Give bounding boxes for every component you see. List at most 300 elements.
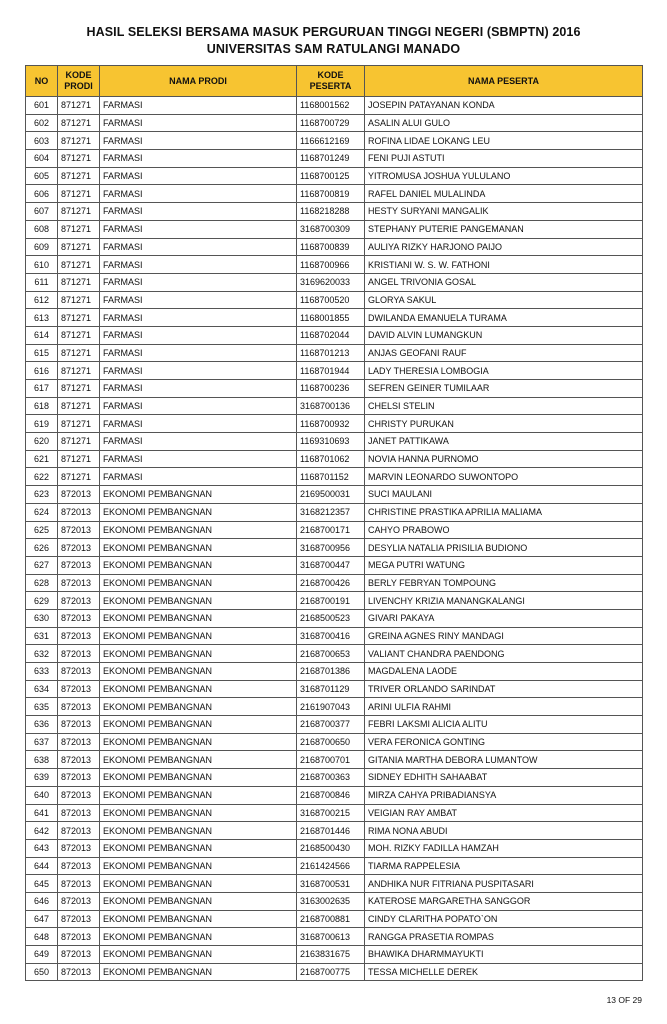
table-row (26, 963, 643, 981)
cell-kode-peserta: 1166612169 (297, 132, 365, 150)
table-row (26, 256, 643, 274)
cell-nama-peserta: MAGDALENA LAODE (365, 663, 643, 681)
cell-kode-prodi: 871271 (58, 203, 100, 221)
table-row (26, 132, 643, 150)
table-row (26, 397, 643, 415)
cell-nama-peserta: DWILANDA EMANUELA TURAMA (365, 309, 643, 327)
cell-nama-peserta: SUCI MAULANI (365, 486, 643, 504)
cell-kode-prodi: 871271 (58, 380, 100, 398)
cell-nama-prodi: EKONOMI PEMBANGNAN (100, 574, 297, 592)
cell-nama-prodi: FARMASI (100, 150, 297, 168)
cell-nama-peserta: NOVIA HANNA PURNOMO (365, 450, 643, 468)
cell-nama-prodi: EKONOMI PEMBANGNAN (100, 592, 297, 610)
cell-no: 625 (26, 521, 58, 539)
table-row (26, 609, 643, 627)
cell-nama-peserta: ASALIN ALUI GULO (365, 114, 643, 132)
cell-no: 611 (26, 273, 58, 291)
cell-nama-prodi: FARMASI (100, 185, 297, 203)
cell-nama-prodi: EKONOMI PEMBANGNAN (100, 486, 297, 504)
cell-nama-prodi: FARMASI (100, 114, 297, 132)
cell-no: 630 (26, 609, 58, 627)
cell-nama-prodi: FARMASI (100, 132, 297, 150)
cell-nama-prodi: FARMASI (100, 362, 297, 380)
cell-no: 647 (26, 910, 58, 928)
cell-no: 614 (26, 326, 58, 344)
cell-nama-peserta: HESTY SURYANI MANGALIK (365, 203, 643, 221)
cell-kode-peserta: 3168700613 (297, 928, 365, 946)
cell-kode-peserta: 1168701944 (297, 362, 365, 380)
table-row (26, 291, 643, 309)
cell-no: 629 (26, 592, 58, 610)
table-row (26, 539, 643, 557)
cell-no: 641 (26, 804, 58, 822)
cell-kode-peserta: 2168700775 (297, 963, 365, 981)
cell-no: 640 (26, 786, 58, 804)
cell-nama-prodi: EKONOMI PEMBANGNAN (100, 733, 297, 751)
cell-nama-peserta: STEPHANY PUTERIE PANGEMANAN (365, 220, 643, 238)
cell-no: 608 (26, 220, 58, 238)
cell-nama-peserta: ANGEL TRIVONIA GOSAL (365, 273, 643, 291)
cell-kode-peserta: 3168212357 (297, 503, 365, 521)
cell-nama-peserta: VERA FERONICA GONTING (365, 733, 643, 751)
cell-nama-peserta: JOSEPIN PATAYANAN KONDA (365, 97, 643, 115)
cell-kode-prodi: 871271 (58, 150, 100, 168)
table-row (26, 185, 643, 203)
column-header-nama-peserta: NAMA PESERTA (365, 66, 643, 97)
cell-nama-peserta: LIVENCHY KRIZIA MANANGKALANGI (365, 592, 643, 610)
cell-kode-peserta: 3168700416 (297, 627, 365, 645)
cell-nama-prodi: EKONOMI PEMBANGNAN (100, 946, 297, 964)
cell-kode-peserta: 2161424566 (297, 857, 365, 875)
cell-kode-peserta: 1168701152 (297, 468, 365, 486)
cell-no: 648 (26, 928, 58, 946)
cell-nama-prodi: EKONOMI PEMBANGNAN (100, 928, 297, 946)
cell-kode-peserta: 1168700966 (297, 256, 365, 274)
cell-kode-peserta: 3168700447 (297, 556, 365, 574)
cell-kode-peserta: 3168700956 (297, 539, 365, 557)
cell-no: 604 (26, 150, 58, 168)
cell-nama-prodi: FARMASI (100, 450, 297, 468)
cell-nama-prodi: EKONOMI PEMBANGNAN (100, 680, 297, 698)
table-row (26, 716, 643, 734)
cell-nama-peserta: DAVID ALVIN LUMANGKUN (365, 326, 643, 344)
cell-nama-peserta: VEIGIAN RAY AMBAT (365, 804, 643, 822)
cell-kode-prodi: 871271 (58, 450, 100, 468)
cell-nama-peserta: FENI PUJI ASTUTI (365, 150, 643, 168)
cell-no: 602 (26, 114, 58, 132)
cell-nama-prodi: FARMASI (100, 326, 297, 344)
table-row (26, 380, 643, 398)
cell-nama-peserta: DESYLIA NATALIA PRISILIA BUDIONO (365, 539, 643, 557)
cell-kode-prodi: 871271 (58, 433, 100, 451)
table-row (26, 450, 643, 468)
cell-nama-peserta: KRISTIANI W. S. W. FATHONI (365, 256, 643, 274)
table-row (26, 769, 643, 787)
cell-kode-peserta: 2168500430 (297, 839, 365, 857)
cell-kode-peserta: 1168700839 (297, 238, 365, 256)
cell-nama-peserta: BHAWIKA DHARMMAYUKTI (365, 946, 643, 964)
cell-kode-peserta: 1168700819 (297, 185, 365, 203)
cell-kode-peserta: 3168700215 (297, 804, 365, 822)
cell-nama-prodi: FARMASI (100, 291, 297, 309)
cell-nama-peserta: CINDY CLARITHA POPATO`ON (365, 910, 643, 928)
cell-nama-prodi: FARMASI (100, 256, 297, 274)
cell-no: 642 (26, 822, 58, 840)
results-table (25, 65, 643, 981)
cell-nama-prodi: EKONOMI PEMBANGNAN (100, 609, 297, 627)
cell-kode-prodi: 872013 (58, 716, 100, 734)
cell-nama-prodi: FARMASI (100, 344, 297, 362)
cell-kode-prodi: 872013 (58, 751, 100, 769)
cell-nama-prodi: EKONOMI PEMBANGNAN (100, 804, 297, 822)
cell-kode-peserta: 1168218288 (297, 203, 365, 221)
table-row (26, 645, 643, 663)
cell-nama-peserta: GIVARI PAKAYA (365, 609, 643, 627)
cell-nama-peserta: AULIYA RIZKY HARJONO PAIJO (365, 238, 643, 256)
column-header-no: NO (26, 66, 58, 97)
cell-kode-peserta: 2168700701 (297, 751, 365, 769)
table-row (26, 344, 643, 362)
cell-kode-prodi: 871271 (58, 273, 100, 291)
cell-nama-prodi: EKONOMI PEMBANGNAN (100, 910, 297, 928)
cell-kode-peserta: 2169500031 (297, 486, 365, 504)
cell-kode-peserta: 1168700125 (297, 167, 365, 185)
cell-kode-peserta: 2168700363 (297, 769, 365, 787)
cell-nama-peserta: YITROMUSA JOSHUA YULULANO (365, 167, 643, 185)
table-row (26, 556, 643, 574)
cell-no: 643 (26, 839, 58, 857)
cell-nama-peserta: ANJAS GEOFANI RAUF (365, 344, 643, 362)
cell-nama-peserta: CAHYO PRABOWO (365, 521, 643, 539)
cell-kode-peserta: 2168700171 (297, 521, 365, 539)
cell-kode-prodi: 872013 (58, 486, 100, 504)
cell-no: 649 (26, 946, 58, 964)
cell-nama-peserta: CHELSI STELIN (365, 397, 643, 415)
cell-kode-prodi: 871271 (58, 415, 100, 433)
page-title: HASIL SELEKSI BERSAMA MASUK PERGURUAN TINGGI NEGERI (SBMPTN) 2016 (86, 25, 581, 39)
cell-kode-peserta: 2168700881 (297, 910, 365, 928)
cell-nama-peserta: FEBRI LAKSMI ALICIA ALITU (365, 716, 643, 734)
table-row (26, 468, 643, 486)
cell-nama-prodi: EKONOMI PEMBANGNAN (100, 963, 297, 981)
cell-no: 628 (26, 574, 58, 592)
cell-kode-peserta: 2168700653 (297, 645, 365, 663)
cell-nama-peserta: JANET PATTIKAWA (365, 433, 643, 451)
column-header-kode-prodi: KODE PRODI (58, 66, 100, 97)
cell-nama-peserta: MEGA PUTRI WATUNG (365, 556, 643, 574)
cell-kode-prodi: 871271 (58, 397, 100, 415)
table-row (26, 875, 643, 893)
cell-kode-peserta: 3169620033 (297, 273, 365, 291)
cell-kode-prodi: 872013 (58, 963, 100, 981)
cell-no: 605 (26, 167, 58, 185)
cell-kode-prodi: 872013 (58, 539, 100, 557)
cell-nama-peserta: RIMA NONA ABUDI (365, 822, 643, 840)
cell-no: 607 (26, 203, 58, 221)
cell-kode-peserta: 2168700377 (297, 716, 365, 734)
cell-no: 615 (26, 344, 58, 362)
cell-no: 610 (26, 256, 58, 274)
cell-nama-peserta: ARINI ULFIA RAHMI (365, 698, 643, 716)
cell-kode-peserta: 2168700650 (297, 733, 365, 751)
cell-nama-peserta: SEFREN GEINER TUMILAAR (365, 380, 643, 398)
column-header-nama-prodi: NAMA PRODI (100, 66, 297, 97)
cell-nama-prodi: EKONOMI PEMBANGNAN (100, 769, 297, 787)
cell-nama-peserta: CHRISTY PURUKAN (365, 415, 643, 433)
cell-kode-prodi: 872013 (58, 769, 100, 787)
table-row (26, 97, 643, 115)
cell-no: 633 (26, 663, 58, 681)
cell-kode-prodi: 872013 (58, 822, 100, 840)
cell-no: 632 (26, 645, 58, 663)
cell-nama-prodi: EKONOMI PEMBANGNAN (100, 751, 297, 769)
cell-nama-peserta: LADY THERESIA LOMBOGIA (365, 362, 643, 380)
table-row (26, 928, 643, 946)
cell-no: 636 (26, 716, 58, 734)
cell-kode-prodi: 871271 (58, 114, 100, 132)
cell-no: 617 (26, 380, 58, 398)
cell-nama-prodi: FARMASI (100, 220, 297, 238)
table-row (26, 663, 643, 681)
cell-no: 626 (26, 539, 58, 557)
cell-kode-peserta: 1168701062 (297, 450, 365, 468)
cell-nama-prodi: FARMASI (100, 97, 297, 115)
column-header-kode-peserta: KODE PESERTA (297, 66, 365, 97)
cell-kode-peserta: 3168700531 (297, 875, 365, 893)
cell-kode-prodi: 872013 (58, 574, 100, 592)
cell-no: 621 (26, 450, 58, 468)
cell-nama-peserta: SIDNEY EDHITH SAHAABAT (365, 769, 643, 787)
cell-no: 606 (26, 185, 58, 203)
table-row (26, 326, 643, 344)
cell-nama-prodi: FARMASI (100, 167, 297, 185)
page-number: 13 OF 29 (606, 995, 642, 1005)
cell-no: 646 (26, 892, 58, 910)
cell-nama-peserta: TRIVER ORLANDO SARINDAT (365, 680, 643, 698)
table-row (26, 822, 643, 840)
cell-kode-prodi: 872013 (58, 521, 100, 539)
table-row (26, 892, 643, 910)
cell-nama-prodi: EKONOMI PEMBANGNAN (100, 892, 297, 910)
table-row (26, 220, 643, 238)
table-row (26, 786, 643, 804)
cell-no: 645 (26, 875, 58, 893)
table-row (26, 203, 643, 221)
table-row (26, 486, 643, 504)
cell-kode-peserta: 2168701446 (297, 822, 365, 840)
cell-nama-peserta: VALIANT CHANDRA PAENDONG (365, 645, 643, 663)
table-row (26, 114, 643, 132)
cell-kode-prodi: 871271 (58, 256, 100, 274)
cell-nama-prodi: EKONOMI PEMBANGNAN (100, 698, 297, 716)
cell-kode-peserta: 1168001855 (297, 309, 365, 327)
cell-nama-prodi: EKONOMI PEMBANGNAN (100, 822, 297, 840)
cell-kode-prodi: 871271 (58, 309, 100, 327)
cell-no: 620 (26, 433, 58, 451)
cell-kode-prodi: 871271 (58, 468, 100, 486)
cell-kode-prodi: 871271 (58, 132, 100, 150)
table-row (26, 309, 643, 327)
table-row (26, 415, 643, 433)
table-row (26, 433, 643, 451)
cell-kode-prodi: 872013 (58, 875, 100, 893)
cell-kode-peserta: 3168700309 (297, 220, 365, 238)
table-row (26, 627, 643, 645)
cell-kode-prodi: 871271 (58, 326, 100, 344)
cell-no: 612 (26, 291, 58, 309)
table-row (26, 592, 643, 610)
cell-kode-peserta: 2168701386 (297, 663, 365, 681)
cell-no: 639 (26, 769, 58, 787)
cell-nama-prodi: FARMASI (100, 397, 297, 415)
cell-kode-peserta: 2168700191 (297, 592, 365, 610)
cell-kode-prodi: 872013 (58, 910, 100, 928)
cell-no: 601 (26, 97, 58, 115)
cell-no: 616 (26, 362, 58, 380)
table-row (26, 946, 643, 964)
cell-kode-prodi: 872013 (58, 609, 100, 627)
cell-kode-peserta: 1168700236 (297, 380, 365, 398)
cell-nama-peserta: KATEROSE MARGARETHA SANGGOR (365, 892, 643, 910)
table-row (26, 574, 643, 592)
table-row (26, 733, 643, 751)
cell-kode-peserta: 1168700729 (297, 114, 365, 132)
cell-kode-prodi: 872013 (58, 592, 100, 610)
cell-nama-peserta: MOH. RIZKY FADILLA HAMZAH (365, 839, 643, 857)
cell-kode-peserta: 1169310693 (297, 433, 365, 451)
cell-nama-prodi: EKONOMI PEMBANGNAN (100, 556, 297, 574)
cell-kode-peserta: 2168500523 (297, 609, 365, 627)
table-row (26, 839, 643, 857)
cell-no: 627 (26, 556, 58, 574)
cell-no: 618 (26, 397, 58, 415)
cell-no: 631 (26, 627, 58, 645)
cell-nama-prodi: FARMASI (100, 380, 297, 398)
cell-no: 624 (26, 503, 58, 521)
cell-kode-peserta: 3168700136 (297, 397, 365, 415)
cell-kode-peserta: 2163831675 (297, 946, 365, 964)
cell-nama-peserta: GLORYA SAKUL (365, 291, 643, 309)
cell-nama-peserta: MIRZA CAHYA PRIBADIANSYA (365, 786, 643, 804)
cell-kode-prodi: 871271 (58, 167, 100, 185)
cell-kode-prodi: 872013 (58, 698, 100, 716)
cell-kode-peserta: 1168701249 (297, 150, 365, 168)
table-row (26, 238, 643, 256)
cell-no: 638 (26, 751, 58, 769)
cell-kode-prodi: 872013 (58, 839, 100, 857)
cell-kode-peserta: 1168700932 (297, 415, 365, 433)
cell-nama-prodi: EKONOMI PEMBANGNAN (100, 663, 297, 681)
cell-kode-prodi: 872013 (58, 627, 100, 645)
cell-kode-prodi: 871271 (58, 185, 100, 203)
cell-no: 603 (26, 132, 58, 150)
cell-nama-peserta: GITANIA MARTHA DEBORA LUMANTOW (365, 751, 643, 769)
table-row (26, 751, 643, 769)
page-subtitle: UNIVERSITAS SAM RATULANGI MANADO (206, 42, 461, 56)
cell-kode-prodi: 872013 (58, 733, 100, 751)
cell-nama-peserta: RANGGA PRASETIA ROMPAS (365, 928, 643, 946)
cell-nama-prodi: FARMASI (100, 309, 297, 327)
cell-nama-peserta: ANDHIKA NUR FITRIANA PUSPITASARI (365, 875, 643, 893)
cell-kode-prodi: 871271 (58, 220, 100, 238)
cell-kode-prodi: 871271 (58, 97, 100, 115)
cell-kode-peserta: 3168701129 (297, 680, 365, 698)
cell-kode-peserta: 2168700846 (297, 786, 365, 804)
cell-kode-prodi: 872013 (58, 804, 100, 822)
cell-kode-peserta: 2168700426 (297, 574, 365, 592)
cell-nama-prodi: FARMASI (100, 273, 297, 291)
cell-nama-peserta: GREINA AGNES RINY MANDAGI (365, 627, 643, 645)
cell-nama-prodi: EKONOMI PEMBANGNAN (100, 521, 297, 539)
table-header-row (26, 66, 643, 97)
cell-nama-peserta: ROFINA LIDAE LOKANG LEU (365, 132, 643, 150)
cell-nama-prodi: EKONOMI PEMBANGNAN (100, 627, 297, 645)
cell-kode-prodi: 871271 (58, 362, 100, 380)
cell-no: 609 (26, 238, 58, 256)
cell-kode-prodi: 872013 (58, 556, 100, 574)
cell-nama-peserta: TESSA MICHELLE DEREK (365, 963, 643, 981)
table-row (26, 910, 643, 928)
cell-nama-prodi: EKONOMI PEMBANGNAN (100, 503, 297, 521)
cell-nama-prodi: FARMASI (100, 468, 297, 486)
cell-kode-prodi: 871271 (58, 344, 100, 362)
cell-kode-prodi: 872013 (58, 786, 100, 804)
cell-nama-prodi: EKONOMI PEMBANGNAN (100, 857, 297, 875)
table-row (26, 857, 643, 875)
cell-nama-prodi: EKONOMI PEMBANGNAN (100, 716, 297, 734)
cell-kode-peserta: 1168701213 (297, 344, 365, 362)
cell-nama-prodi: FARMASI (100, 415, 297, 433)
table-row (26, 804, 643, 822)
cell-nama-prodi: FARMASI (100, 433, 297, 451)
cell-nama-peserta: RAFEL DANIEL MULALINDA (365, 185, 643, 203)
cell-nama-peserta: TIARMA RAPPELESIA (365, 857, 643, 875)
cell-nama-prodi: EKONOMI PEMBANGNAN (100, 839, 297, 857)
cell-no: 622 (26, 468, 58, 486)
table-row (26, 167, 643, 185)
cell-kode-peserta: 1168700520 (297, 291, 365, 309)
cell-kode-peserta: 3163002635 (297, 892, 365, 910)
cell-nama-prodi: FARMASI (100, 203, 297, 221)
cell-no: 650 (26, 963, 58, 981)
cell-nama-prodi: EKONOMI PEMBANGNAN (100, 875, 297, 893)
table-row (26, 150, 643, 168)
cell-kode-prodi: 872013 (58, 680, 100, 698)
cell-kode-prodi: 872013 (58, 663, 100, 681)
cell-nama-prodi: EKONOMI PEMBANGNAN (100, 645, 297, 663)
cell-no: 619 (26, 415, 58, 433)
cell-nama-prodi: EKONOMI PEMBANGNAN (100, 539, 297, 557)
cell-kode-prodi: 872013 (58, 857, 100, 875)
cell-no: 634 (26, 680, 58, 698)
cell-no: 644 (26, 857, 58, 875)
cell-kode-prodi: 872013 (58, 928, 100, 946)
cell-no: 623 (26, 486, 58, 504)
cell-kode-peserta: 2161907043 (297, 698, 365, 716)
cell-no: 635 (26, 698, 58, 716)
cell-no: 637 (26, 733, 58, 751)
cell-nama-peserta: CHRISTINE PRASTIKA APRILIA MALIAMA (365, 503, 643, 521)
table-body (26, 97, 643, 981)
cell-kode-prodi: 872013 (58, 892, 100, 910)
cell-nama-peserta: MARVIN LEONARDO SUWONTOPO (365, 468, 643, 486)
table-row (26, 698, 643, 716)
table-row (26, 273, 643, 291)
cell-kode-prodi: 872013 (58, 503, 100, 521)
cell-no: 613 (26, 309, 58, 327)
cell-kode-prodi: 872013 (58, 645, 100, 663)
table-row (26, 503, 643, 521)
